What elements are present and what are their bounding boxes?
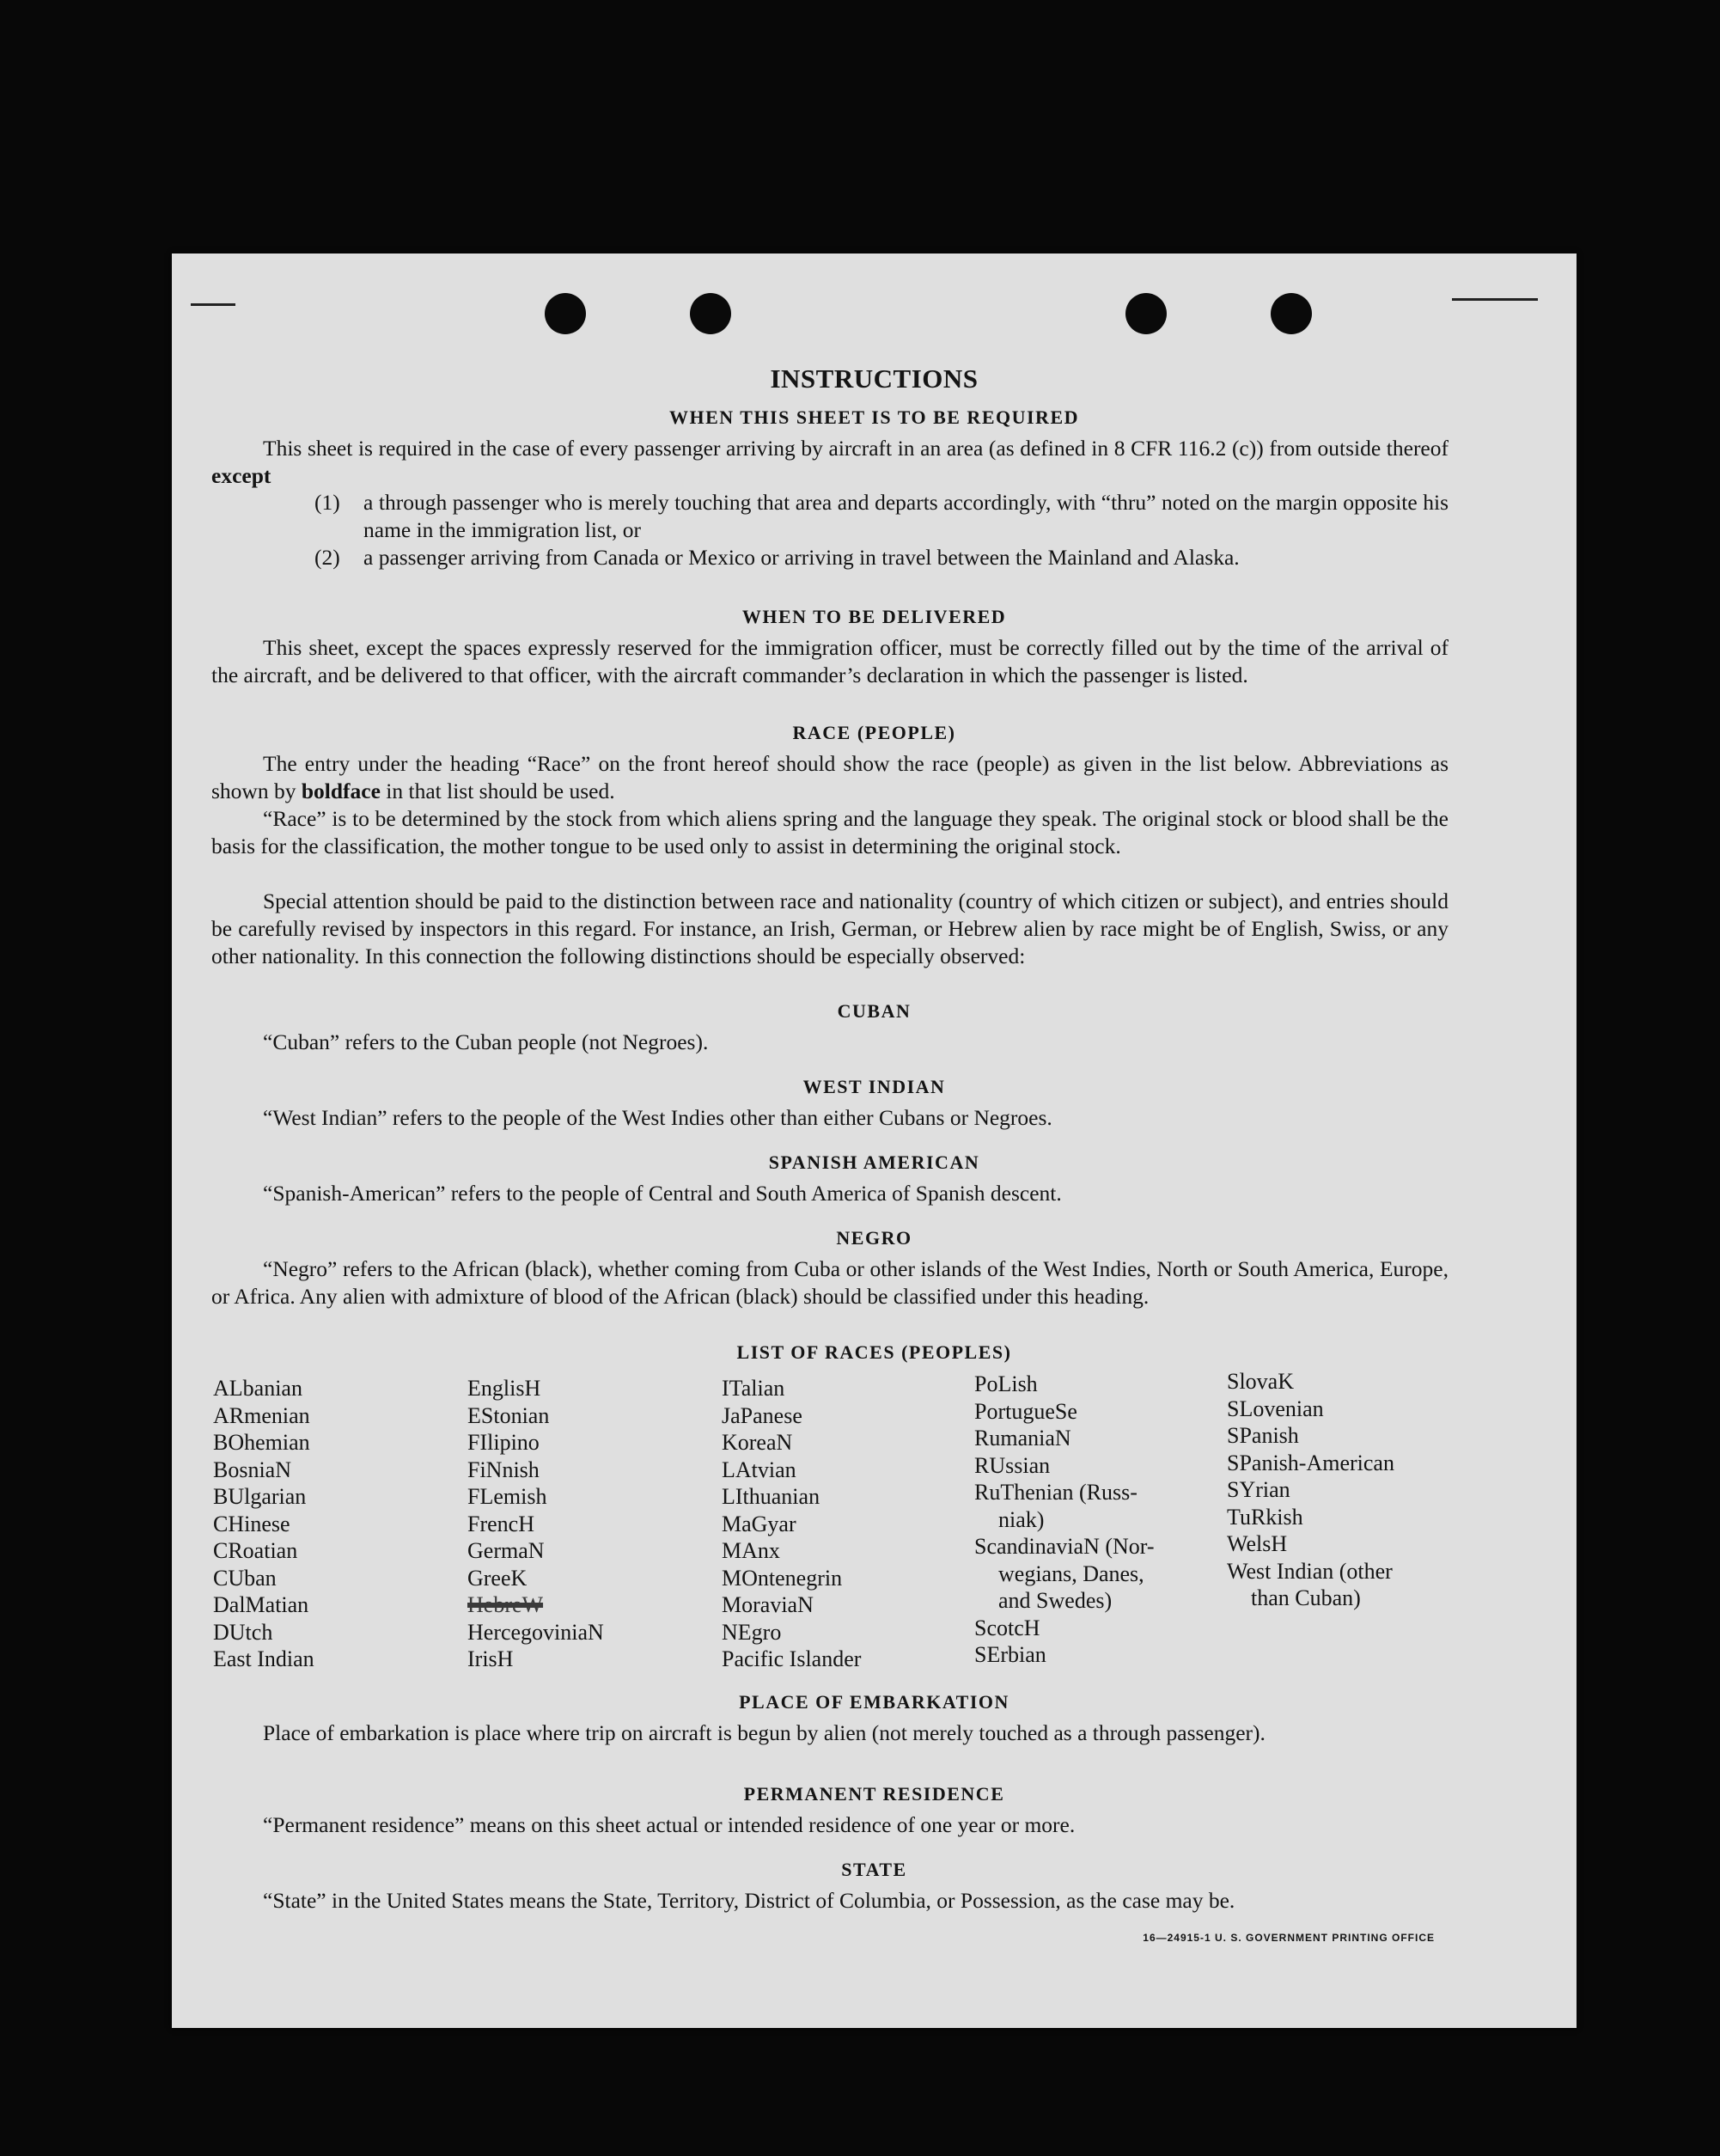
embarkation-text: Place of embarkation is place where trip on aircraft is begun by alien (not merely touched as a through passenger). (263, 1720, 1266, 1745)
race-paragraph-2: “Race” is to be determined by the stock from which aliens spring and the language they speak. The original stock or blood shall be the basis for the classification, the mother tongue to be used only to assist in determining the original stock. (211, 806, 1449, 858)
race-entry: SYrian (1227, 1477, 1290, 1502)
race-entry: ARmenian (213, 1402, 310, 1428)
instruction-sheet (172, 253, 1577, 2028)
negro-text: “Negro” refers to the African (black), whether coming from Cuba or other islands of the West Indies, North or South America, Europe, or Africa. Any alien with admixture of blood of the African (black) should be classified under this heading. (211, 1256, 1449, 1309)
heading-residence: PERMANENT RESIDENCE (743, 1783, 1005, 1805)
race-entry: BOhemian (213, 1430, 310, 1455)
race-entry: DUtch (213, 1619, 273, 1645)
race-entry: SPanish-American (1227, 1450, 1394, 1475)
race-entry: LAtvian (722, 1457, 796, 1482)
race-entry: EStonian (467, 1402, 550, 1428)
race-column-4 (974, 1371, 1155, 1669)
race-entry: MOntenegrin (722, 1565, 843, 1591)
heading-cuban: CUBAN (837, 1000, 912, 1022)
delivered-text: This sheet, except the spaces expressly reserved for the immigration officer, must be correctly filled out by the time of the arrival of the aircraft, and be delivered to that officer, with the aircraft commander’s declaration in which the passenger is listed. (211, 635, 1449, 687)
required-item-1: (1) a through passenger who is merely touching that area and departs accordingly, with “thru” noted on the margin opposite his name in the immigration list, or (314, 490, 1449, 542)
race-column-2 (467, 1375, 604, 1673)
race-entry: SPanish (1227, 1423, 1299, 1448)
race-entry: CHinese (213, 1511, 290, 1536)
race-entry: NEgro (722, 1619, 782, 1645)
residence-text: “Permanent residence” means on this sheet actual or intended residence of one year or more. (263, 1812, 1076, 1837)
race-entry: GermaN (467, 1538, 545, 1563)
race-entry: SlovaK (1227, 1369, 1294, 1394)
punch-hole (690, 293, 731, 334)
race-entry: RuThenian (Russ- (974, 1480, 1138, 1505)
punch-hole (1125, 293, 1167, 334)
race-entry: PortugueSe (974, 1398, 1077, 1424)
race-column-3 (722, 1375, 861, 1673)
race-entry: CUban (213, 1565, 277, 1591)
race-entry: GreeK (467, 1565, 528, 1591)
race-column-1 (213, 1375, 314, 1673)
race-entry: SLovenian (1227, 1396, 1324, 1421)
race-entry: FrencH (467, 1511, 534, 1536)
race-column-5 (1227, 1368, 1394, 1612)
race-entry: RUssian (974, 1452, 1051, 1478)
race-entry: FiNnish (467, 1457, 540, 1482)
race-entry: PoLish (974, 1371, 1038, 1396)
race-entry-continued: wegians, Danes, (998, 1561, 1144, 1586)
race-entry: ITalian (722, 1376, 785, 1401)
race-entry: East Indian (213, 1646, 314, 1671)
heading-embarkation: PLACE OF EMBARKATION (739, 1691, 1009, 1713)
race-entry: MAnx (722, 1538, 780, 1563)
race-entry: JaPanese (722, 1402, 802, 1428)
punch-hole (1271, 293, 1312, 334)
heading-list-of-races: LIST OF RACES (PEOPLES) (736, 1341, 1012, 1363)
race-entry: RumaniaN (974, 1426, 1071, 1451)
heading-race: RACE (PEOPLE) (792, 722, 956, 743)
race-entry: SErbian (974, 1642, 1046, 1667)
heading-spanish-american: SPANISH AMERICAN (768, 1151, 980, 1173)
cuban-text: “Cuban” refers to the Cuban people (not Negroes). (263, 1029, 709, 1054)
race-entry: Pacific Islander (722, 1646, 862, 1671)
race-entry: ScandinaviaN (Nor- (974, 1534, 1155, 1559)
race-entry: FIlipino (467, 1430, 540, 1455)
heading-west-indian: WEST INDIAN (802, 1076, 946, 1097)
race-entry: HercegoviniaN (467, 1619, 604, 1645)
state-text: “State” in the United States means the State, Territory, District of Columbia, or Possession, as the case may be. (263, 1888, 1235, 1913)
race-entry: KoreaN (722, 1430, 793, 1455)
spanish-american-text: “Spanish-American” refers to the people of Central and South America of Spanish descent. (263, 1181, 1062, 1206)
race-entry-struck: HebreW (467, 1592, 544, 1617)
race-entry: BUlgarian (213, 1484, 307, 1509)
heading-state: STATE (841, 1859, 907, 1880)
race-entry: LIthuanian (722, 1484, 820, 1509)
edge-mark (1452, 298, 1538, 301)
printer-footer: 16—24915-1 U. S. GOVERNMENT PRINTING OFFICE (1143, 1932, 1435, 1944)
edge-mark (191, 303, 235, 306)
race-entry: EnglisH (467, 1376, 541, 1401)
required-intro: This sheet is required in the case of every passenger arriving by aircraft in an area (as defined in 8 CFR 116.2 (c)) from outside thereof except (211, 436, 1449, 488)
race-paragraph-3: Special attention should be paid to the distinction between race and nationality (country of which citizen or subject), and entries should be carefully revised by inspectors in this regard. For instance, an Irish, German, or Hebrew alien by race might be of English, Swiss, or any other nationality. In this connection the following distinctions should be especially observed: (211, 889, 1449, 968)
race-entry: FLemish (467, 1484, 547, 1509)
race-entry: ALbanian (213, 1376, 302, 1401)
race-entry: MaGyar (722, 1511, 796, 1536)
race-entry: TuRkish (1227, 1504, 1303, 1530)
heading-negro: NEGRO (836, 1227, 912, 1249)
race-entry: ScotcH (974, 1615, 1040, 1640)
race-entry: CRoatian (213, 1538, 298, 1563)
race-entry-continued: than Cuban) (1251, 1585, 1361, 1610)
punch-hole (545, 293, 586, 334)
race-entry: BosniaN (213, 1457, 291, 1482)
race-entry: DalMatian (213, 1592, 309, 1617)
heading-delivered: WHEN TO BE DELIVERED (741, 606, 1007, 627)
race-entry-continued: and Swedes) (998, 1588, 1113, 1613)
heading-required: WHEN THIS SHEET IS TO BE REQUIRED (668, 406, 1080, 428)
west-indian-text: “West Indian” refers to the people of the West Indies other than either Cubans or Negroes. (263, 1105, 1052, 1130)
race-entry: West Indian (other (1227, 1558, 1393, 1584)
required-item-2: (2) a passenger arriving from Canada or Mexico or arriving in travel between the Mainland and Alaska. (314, 545, 1240, 570)
race-entry: MoraviaN (722, 1592, 814, 1617)
race-entry: WelsH (1227, 1531, 1288, 1556)
page-title: INSTRUCTIONS (770, 363, 979, 394)
race-entry-continued: niak) (998, 1506, 1045, 1532)
race-entry: IrisH (467, 1646, 514, 1671)
race-paragraph-1: The entry under the heading “Race” on the front hereof should show the race (people) as given in the list below. Abbreviations as shown by boldface in that list should be used. (211, 751, 1449, 803)
